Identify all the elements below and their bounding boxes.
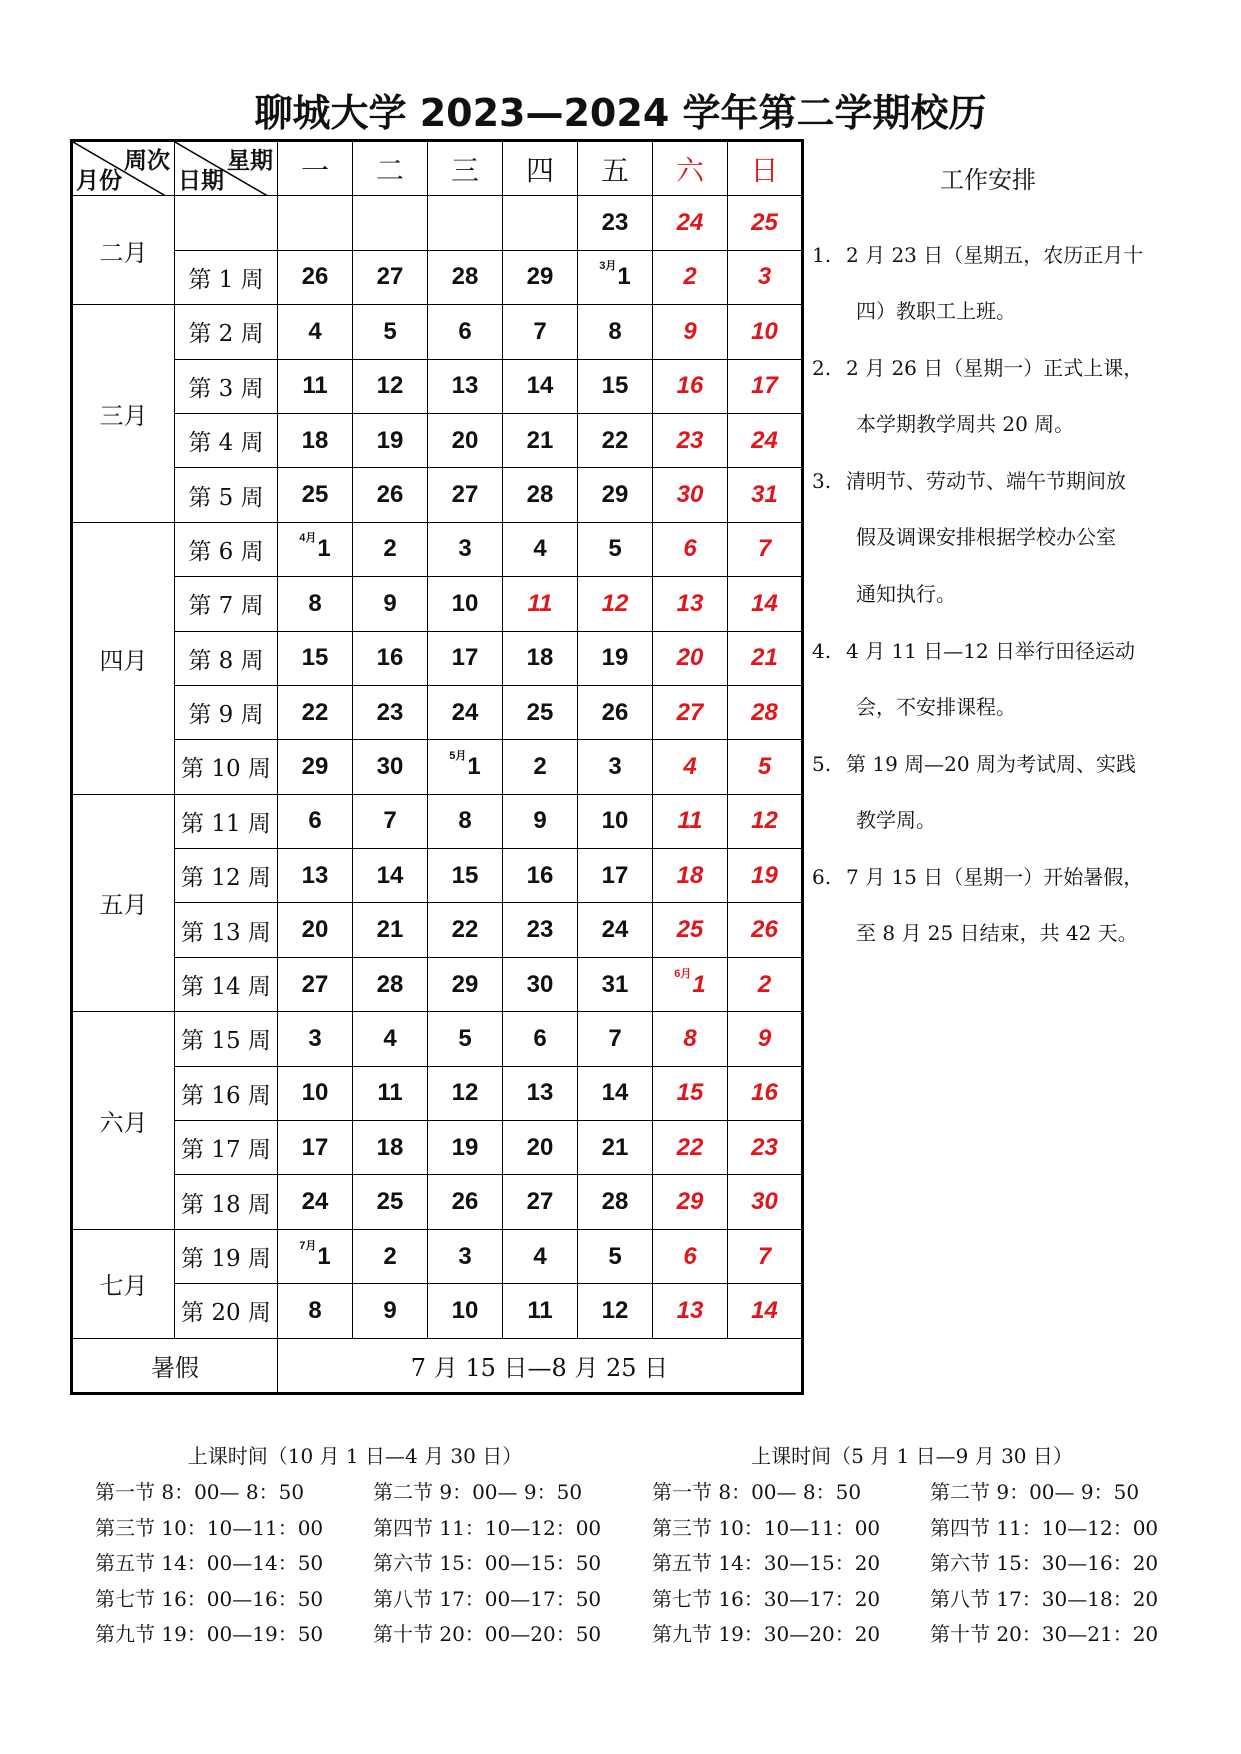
- week-row: [72, 1284, 803, 1338]
- date-cell: [653, 957, 728, 1011]
- date-cell: 28: [503, 468, 578, 522]
- date-cell: 2: [353, 522, 428, 576]
- week-label: 第 13 周: [175, 903, 278, 957]
- vacation-range: 7 月 15 日—8 月 25 日: [278, 1338, 803, 1393]
- period-time: 第四节 11：10—12：00: [930, 1515, 1159, 1540]
- month-label: 五月: [72, 794, 175, 1012]
- date-cell: 9: [728, 1012, 803, 1066]
- work-item-line: [812, 744, 1212, 800]
- work-arrangement-title: 工作安排: [940, 166, 1036, 194]
- date-cell: 19: [728, 849, 803, 903]
- date-cell: 5: [578, 1229, 653, 1283]
- date-cell: 8: [578, 305, 653, 359]
- date-cell: 2: [353, 1229, 428, 1283]
- week-row: [72, 903, 803, 957]
- month-label: 四月: [72, 522, 175, 794]
- header-row: [72, 141, 803, 196]
- week-label: 第 2 周: [175, 305, 278, 359]
- schedule-row: [652, 1618, 1208, 1654]
- date-cell: 6: [428, 305, 503, 359]
- date-cell: 13: [653, 577, 728, 631]
- work-item-text: 四）教职工上班。: [856, 299, 1016, 323]
- date-cell: 3: [578, 740, 653, 794]
- date-cell: 21: [353, 903, 428, 957]
- date-cell: 28: [353, 957, 428, 1011]
- day-header-wed: 三: [428, 141, 503, 196]
- date-cell: 15: [653, 1066, 728, 1120]
- date-cell: 10: [428, 577, 503, 631]
- week-label: 第 19 周: [175, 1229, 278, 1283]
- date-cell: 12: [728, 794, 803, 848]
- period-time: 第九节 19：00—19：50: [95, 1622, 324, 1646]
- month-start-tag: 4月: [299, 532, 317, 545]
- work-item-line: [812, 631, 1212, 687]
- date-cell: 19: [353, 413, 428, 467]
- period-time: 第一节 8：00— 8：50: [95, 1480, 305, 1504]
- work-item-text: 第 19 周—20 周为考试周、实践: [846, 752, 1136, 776]
- date-cell: 25: [278, 468, 353, 522]
- month-start-tag: 5月: [449, 749, 467, 762]
- schedule-row: [652, 1476, 1208, 1512]
- date-cell: 16: [503, 849, 578, 903]
- period-time: 第七节 16：30—17：20: [652, 1586, 881, 1611]
- period-time: 第六节 15：00—15：50: [373, 1551, 602, 1575]
- period-time: 第六节 15：30—16：20: [930, 1551, 1159, 1575]
- corner-date-label: 日期: [178, 167, 224, 195]
- date-cell: 12: [428, 1066, 503, 1120]
- class-schedule-summer: [652, 1440, 1208, 1654]
- date-cell: 7: [728, 522, 803, 576]
- date-cell: 3: [278, 1012, 353, 1066]
- work-item-number: 3.: [812, 469, 832, 493]
- date-cell: 7: [578, 1012, 653, 1066]
- date-cell: 13: [428, 359, 503, 413]
- week-row: [72, 849, 803, 903]
- period-time: 第九节 19：30—20：20: [652, 1622, 881, 1646]
- page-title: 聊城大学 2023—2024 学年第二学期校历: [254, 91, 987, 135]
- date-cell: 9: [503, 794, 578, 848]
- date-cell: 24: [278, 1175, 353, 1229]
- date-cell: 29: [578, 468, 653, 522]
- week-row: [72, 1175, 803, 1229]
- date-cell: 17: [728, 359, 803, 413]
- date-cell: 29: [428, 957, 503, 1011]
- date-cell: 21: [578, 1121, 653, 1175]
- work-item-number: 2.: [812, 356, 832, 380]
- day-header-thu: 四: [503, 141, 578, 196]
- date-cell: 10: [428, 1284, 503, 1338]
- week-row: [72, 1121, 803, 1175]
- date-cell: 17: [578, 849, 653, 903]
- date-cell: [428, 196, 503, 250]
- date-cell: 5: [578, 522, 653, 576]
- date-cell: 18: [278, 413, 353, 467]
- date-cell: 2: [653, 250, 728, 304]
- work-item-line: [812, 461, 1212, 517]
- date-cell: 21: [728, 631, 803, 685]
- date-cell: 24: [728, 413, 803, 467]
- date-number: 1: [317, 1242, 331, 1270]
- date-cell: 20: [503, 1121, 578, 1175]
- date-cell: 11: [503, 1284, 578, 1338]
- date-cell: 21: [503, 413, 578, 467]
- date-cell: 3: [728, 250, 803, 304]
- date-cell: 22: [653, 1121, 728, 1175]
- period-time: 第四节 11：10—12：00: [373, 1515, 602, 1540]
- week-row: [72, 1229, 803, 1283]
- date-cell: 23: [578, 196, 653, 250]
- week-label: 第 20 周: [175, 1284, 278, 1338]
- date-cell: 18: [353, 1121, 428, 1175]
- day-header-fri: 五: [578, 141, 653, 196]
- week-label: 第 9 周: [175, 685, 278, 739]
- date-cell: [278, 1229, 353, 1283]
- date-cell: 10: [578, 794, 653, 848]
- date-cell: 4: [278, 305, 353, 359]
- work-item-text: 教学周。: [856, 808, 936, 832]
- corner-week-label: 周次: [124, 147, 170, 174]
- date-cell: 14: [353, 849, 428, 903]
- week-row: [72, 794, 803, 848]
- date-cell: 30: [353, 740, 428, 794]
- period-time: 第十节 20：00—20：50: [373, 1622, 602, 1646]
- date-cell: 29: [278, 740, 353, 794]
- week-label: 第 15 周: [175, 1012, 278, 1066]
- date-cell: 17: [428, 631, 503, 685]
- period-time: 第二节 9：00— 9：50: [930, 1480, 1140, 1504]
- day-header-tue: 二: [353, 141, 428, 196]
- header-corner-date-day: [175, 141, 278, 196]
- work-item-number: 1.: [812, 243, 832, 267]
- date-cell: 10: [278, 1066, 353, 1120]
- period-time: 第五节 14：30—15：20: [652, 1551, 881, 1575]
- date-cell: 23: [653, 413, 728, 467]
- date-cell: 19: [428, 1121, 503, 1175]
- month-label: 三月: [72, 305, 175, 523]
- date-number: 1: [617, 263, 631, 291]
- date-cell: 8: [278, 1284, 353, 1338]
- week-label: 第 1 周: [175, 250, 278, 304]
- date-number: 1: [317, 535, 331, 563]
- period-time: 第十节 20：30—21：20: [930, 1622, 1159, 1646]
- date-cell: 12: [578, 577, 653, 631]
- date-cell: 28: [428, 250, 503, 304]
- date-cell: 26: [578, 685, 653, 739]
- month-start-tag: 7月: [299, 1239, 317, 1252]
- date-cell: 20: [653, 631, 728, 685]
- schedule-title: 上课时间（10 月 1 日—4 月 30 日）: [187, 1444, 523, 1468]
- work-item-line: [812, 348, 1212, 404]
- date-cell: 4: [503, 522, 578, 576]
- date-cell: 11: [353, 1066, 428, 1120]
- date-cell: 27: [278, 957, 353, 1011]
- date-cell: 10: [728, 305, 803, 359]
- week-row: [72, 1066, 803, 1120]
- date-cell: 25: [353, 1175, 428, 1229]
- schedule-row: [652, 1547, 1208, 1583]
- period-time: 第二节 9：00— 9：50: [373, 1480, 583, 1504]
- date-cell: 22: [278, 685, 353, 739]
- date-cell: 14: [728, 577, 803, 631]
- work-item: [812, 857, 1212, 970]
- work-item-text: 7 月 15 日（星期一）开始暑假，: [846, 865, 1144, 889]
- week-row: [72, 250, 803, 304]
- work-item-text: 4 月 11 日—12 日举行田径运动: [846, 639, 1136, 663]
- date-cell: 7: [503, 305, 578, 359]
- date-cell: 9: [653, 305, 728, 359]
- week-row: [72, 522, 803, 576]
- week-row: [72, 577, 803, 631]
- date-cell: 15: [428, 849, 503, 903]
- day-header-sat: 六: [653, 141, 728, 196]
- week-row: [72, 413, 803, 467]
- date-cell: 22: [428, 903, 503, 957]
- date-cell: 2: [503, 740, 578, 794]
- week-label: 第 11 周: [175, 794, 278, 848]
- date-cell: 6: [653, 522, 728, 576]
- schedule-row: [652, 1583, 1208, 1619]
- work-item: [812, 744, 1212, 857]
- date-cell: [278, 196, 353, 250]
- period-time: 第八节 17：00—17：50: [373, 1586, 602, 1611]
- month-label: 二月: [72, 196, 175, 305]
- date-cell: 19: [578, 631, 653, 685]
- date-cell: 3: [428, 1229, 503, 1283]
- work-item-text: 假及调课安排根据学校办公室: [856, 525, 1116, 549]
- vacation-label: 暑假: [72, 1338, 278, 1393]
- schedule-row: [95, 1618, 651, 1654]
- date-number: 1: [467, 752, 481, 780]
- month-label: 六月: [72, 1012, 175, 1230]
- date-cell: 12: [353, 359, 428, 413]
- date-cell: [428, 740, 503, 794]
- work-item-number: 5.: [812, 752, 832, 776]
- date-cell: [578, 250, 653, 304]
- date-cell: 25: [728, 196, 803, 250]
- date-cell: 6: [653, 1229, 728, 1283]
- date-cell: 13: [278, 849, 353, 903]
- date-cell: 20: [278, 903, 353, 957]
- date-cell: 7: [353, 794, 428, 848]
- week-row: [72, 631, 803, 685]
- date-cell: 28: [578, 1175, 653, 1229]
- week-label: 第 16 周: [175, 1066, 278, 1120]
- date-cell: 17: [278, 1121, 353, 1175]
- date-cell: 16: [728, 1066, 803, 1120]
- week-label: 第 7 周: [175, 577, 278, 631]
- schedule-row: [652, 1512, 1208, 1548]
- date-cell: 11: [503, 577, 578, 631]
- week-row: [72, 740, 803, 794]
- week-row: [72, 305, 803, 359]
- date-cell: 5: [353, 305, 428, 359]
- date-cell: 9: [353, 577, 428, 631]
- week-row: [72, 957, 803, 1011]
- date-cell: 26: [353, 468, 428, 522]
- month-label: 七月: [72, 1229, 175, 1338]
- date-cell: 8: [278, 577, 353, 631]
- date-cell: 15: [278, 631, 353, 685]
- month-start-tag: 6月: [674, 967, 692, 980]
- date-cell: 27: [353, 250, 428, 304]
- date-cell: 25: [653, 903, 728, 957]
- class-schedule-winter: [95, 1440, 651, 1654]
- date-cell: 24: [653, 196, 728, 250]
- work-item: [812, 348, 1212, 461]
- date-cell: 4: [503, 1229, 578, 1283]
- date-cell: 31: [728, 468, 803, 522]
- work-item-number: 4.: [812, 639, 832, 663]
- period-time: 第一节 8：00— 8：50: [652, 1480, 862, 1504]
- date-cell: 8: [653, 1012, 728, 1066]
- header-corner-month-week: [72, 141, 175, 196]
- date-cell: 13: [653, 1284, 728, 1338]
- work-item-text: 至 8 月 25 日结束，共 42 天。: [856, 921, 1138, 945]
- date-cell: 16: [653, 359, 728, 413]
- schedule-row: [95, 1547, 651, 1583]
- date-cell: 23: [503, 903, 578, 957]
- date-cell: 16: [353, 631, 428, 685]
- work-item-line: [812, 857, 1212, 913]
- date-cell: 27: [428, 468, 503, 522]
- date-cell: 31: [578, 957, 653, 1011]
- date-cell: 4: [653, 740, 728, 794]
- week-row: [72, 196, 803, 250]
- work-item: [812, 461, 1212, 631]
- date-cell: 30: [653, 468, 728, 522]
- work-item-text: 本学期教学周共 20 周。: [856, 412, 1075, 436]
- work-item-line: [812, 235, 1212, 291]
- week-row: [72, 685, 803, 739]
- date-cell: 29: [653, 1175, 728, 1229]
- schedule-row: [95, 1583, 651, 1619]
- week-label: 第 4 周: [175, 413, 278, 467]
- date-cell: 18: [653, 849, 728, 903]
- week-label: 第 10 周: [175, 740, 278, 794]
- week-label: 第 5 周: [175, 468, 278, 522]
- work-item-text: 会，不安排课程。: [856, 695, 1016, 719]
- vacation-row: [72, 1338, 803, 1393]
- corner-day-label: 星期: [227, 147, 273, 174]
- date-cell: 2: [728, 957, 803, 1011]
- date-cell: 5: [728, 740, 803, 794]
- date-cell: 18: [503, 631, 578, 685]
- work-item-text: 2 月 23 日（星期五，农历正月十: [846, 243, 1144, 267]
- schedule-row: [95, 1476, 651, 1512]
- date-cell: 6: [503, 1012, 578, 1066]
- date-cell: 27: [653, 685, 728, 739]
- date-cell: 30: [503, 957, 578, 1011]
- period-time: 第七节 16：00—16：50: [95, 1586, 324, 1611]
- schedule-title: 上课时间（5 月 1 日—9 月 30 日）: [751, 1444, 1073, 1468]
- date-cell: 15: [578, 359, 653, 413]
- week-label: 第 6 周: [175, 522, 278, 576]
- work-item-number: 6.: [812, 865, 832, 889]
- date-cell: 11: [278, 359, 353, 413]
- week-row: [72, 359, 803, 413]
- date-cell: 11: [653, 794, 728, 848]
- period-time: 第五节 14：00—14：50: [95, 1551, 324, 1575]
- date-cell: 22: [578, 413, 653, 467]
- schedule-row: [95, 1512, 651, 1548]
- date-cell: 23: [728, 1121, 803, 1175]
- date-cell: 24: [428, 685, 503, 739]
- week-label: 第 18 周: [175, 1175, 278, 1229]
- day-header-sun: 日: [728, 141, 803, 196]
- date-cell: 3: [428, 522, 503, 576]
- date-cell: 20: [428, 413, 503, 467]
- date-cell: 23: [353, 685, 428, 739]
- date-cell: [353, 196, 428, 250]
- day-header-mon: 一: [278, 141, 353, 196]
- date-cell: 26: [728, 903, 803, 957]
- period-time: 第三节 10：10—11：00: [652, 1515, 881, 1540]
- date-cell: 4: [353, 1012, 428, 1066]
- date-cell: 7: [728, 1229, 803, 1283]
- date-cell: 14: [728, 1284, 803, 1338]
- date-cell: 5: [428, 1012, 503, 1066]
- date-number: 1: [692, 970, 706, 998]
- work-item-text: 通知执行。: [856, 582, 956, 606]
- date-cell: 24: [578, 903, 653, 957]
- month-start-tag: 3月: [599, 260, 617, 273]
- date-cell: 26: [428, 1175, 503, 1229]
- date-cell: 9: [353, 1284, 428, 1338]
- work-item: [812, 631, 1212, 744]
- corner-month-label: 月份: [76, 167, 122, 195]
- period-time: 第八节 17：30—18：20: [930, 1586, 1159, 1611]
- date-cell: 26: [278, 250, 353, 304]
- week-label: 第 12 周: [175, 849, 278, 903]
- date-cell: 25: [503, 685, 578, 739]
- date-cell: 29: [503, 250, 578, 304]
- work-item: [812, 235, 1212, 348]
- week-label: 第 8 周: [175, 631, 278, 685]
- work-arrangement-list: [812, 235, 1212, 970]
- date-cell: 27: [503, 1175, 578, 1229]
- period-time: 第三节 10：10—11：00: [95, 1515, 324, 1540]
- date-cell: 6: [278, 794, 353, 848]
- calendar-table: [70, 139, 804, 1395]
- date-cell: 28: [728, 685, 803, 739]
- week-label: [175, 196, 278, 250]
- date-cell: 12: [578, 1284, 653, 1338]
- week-row: [72, 1012, 803, 1066]
- date-cell: 14: [578, 1066, 653, 1120]
- date-cell: 14: [503, 359, 578, 413]
- date-cell: 30: [728, 1175, 803, 1229]
- week-label: 第 3 周: [175, 359, 278, 413]
- week-label: 第 17 周: [175, 1121, 278, 1175]
- date-cell: 13: [503, 1066, 578, 1120]
- work-item-text: 2 月 26 日（星期一）正式上课，: [846, 356, 1144, 380]
- date-cell: [503, 196, 578, 250]
- work-item-text: 清明节、劳动节、端午节期间放: [846, 469, 1126, 493]
- week-row: [72, 468, 803, 522]
- date-cell: 8: [428, 794, 503, 848]
- date-cell: [278, 522, 353, 576]
- week-label: 第 14 周: [175, 957, 278, 1011]
